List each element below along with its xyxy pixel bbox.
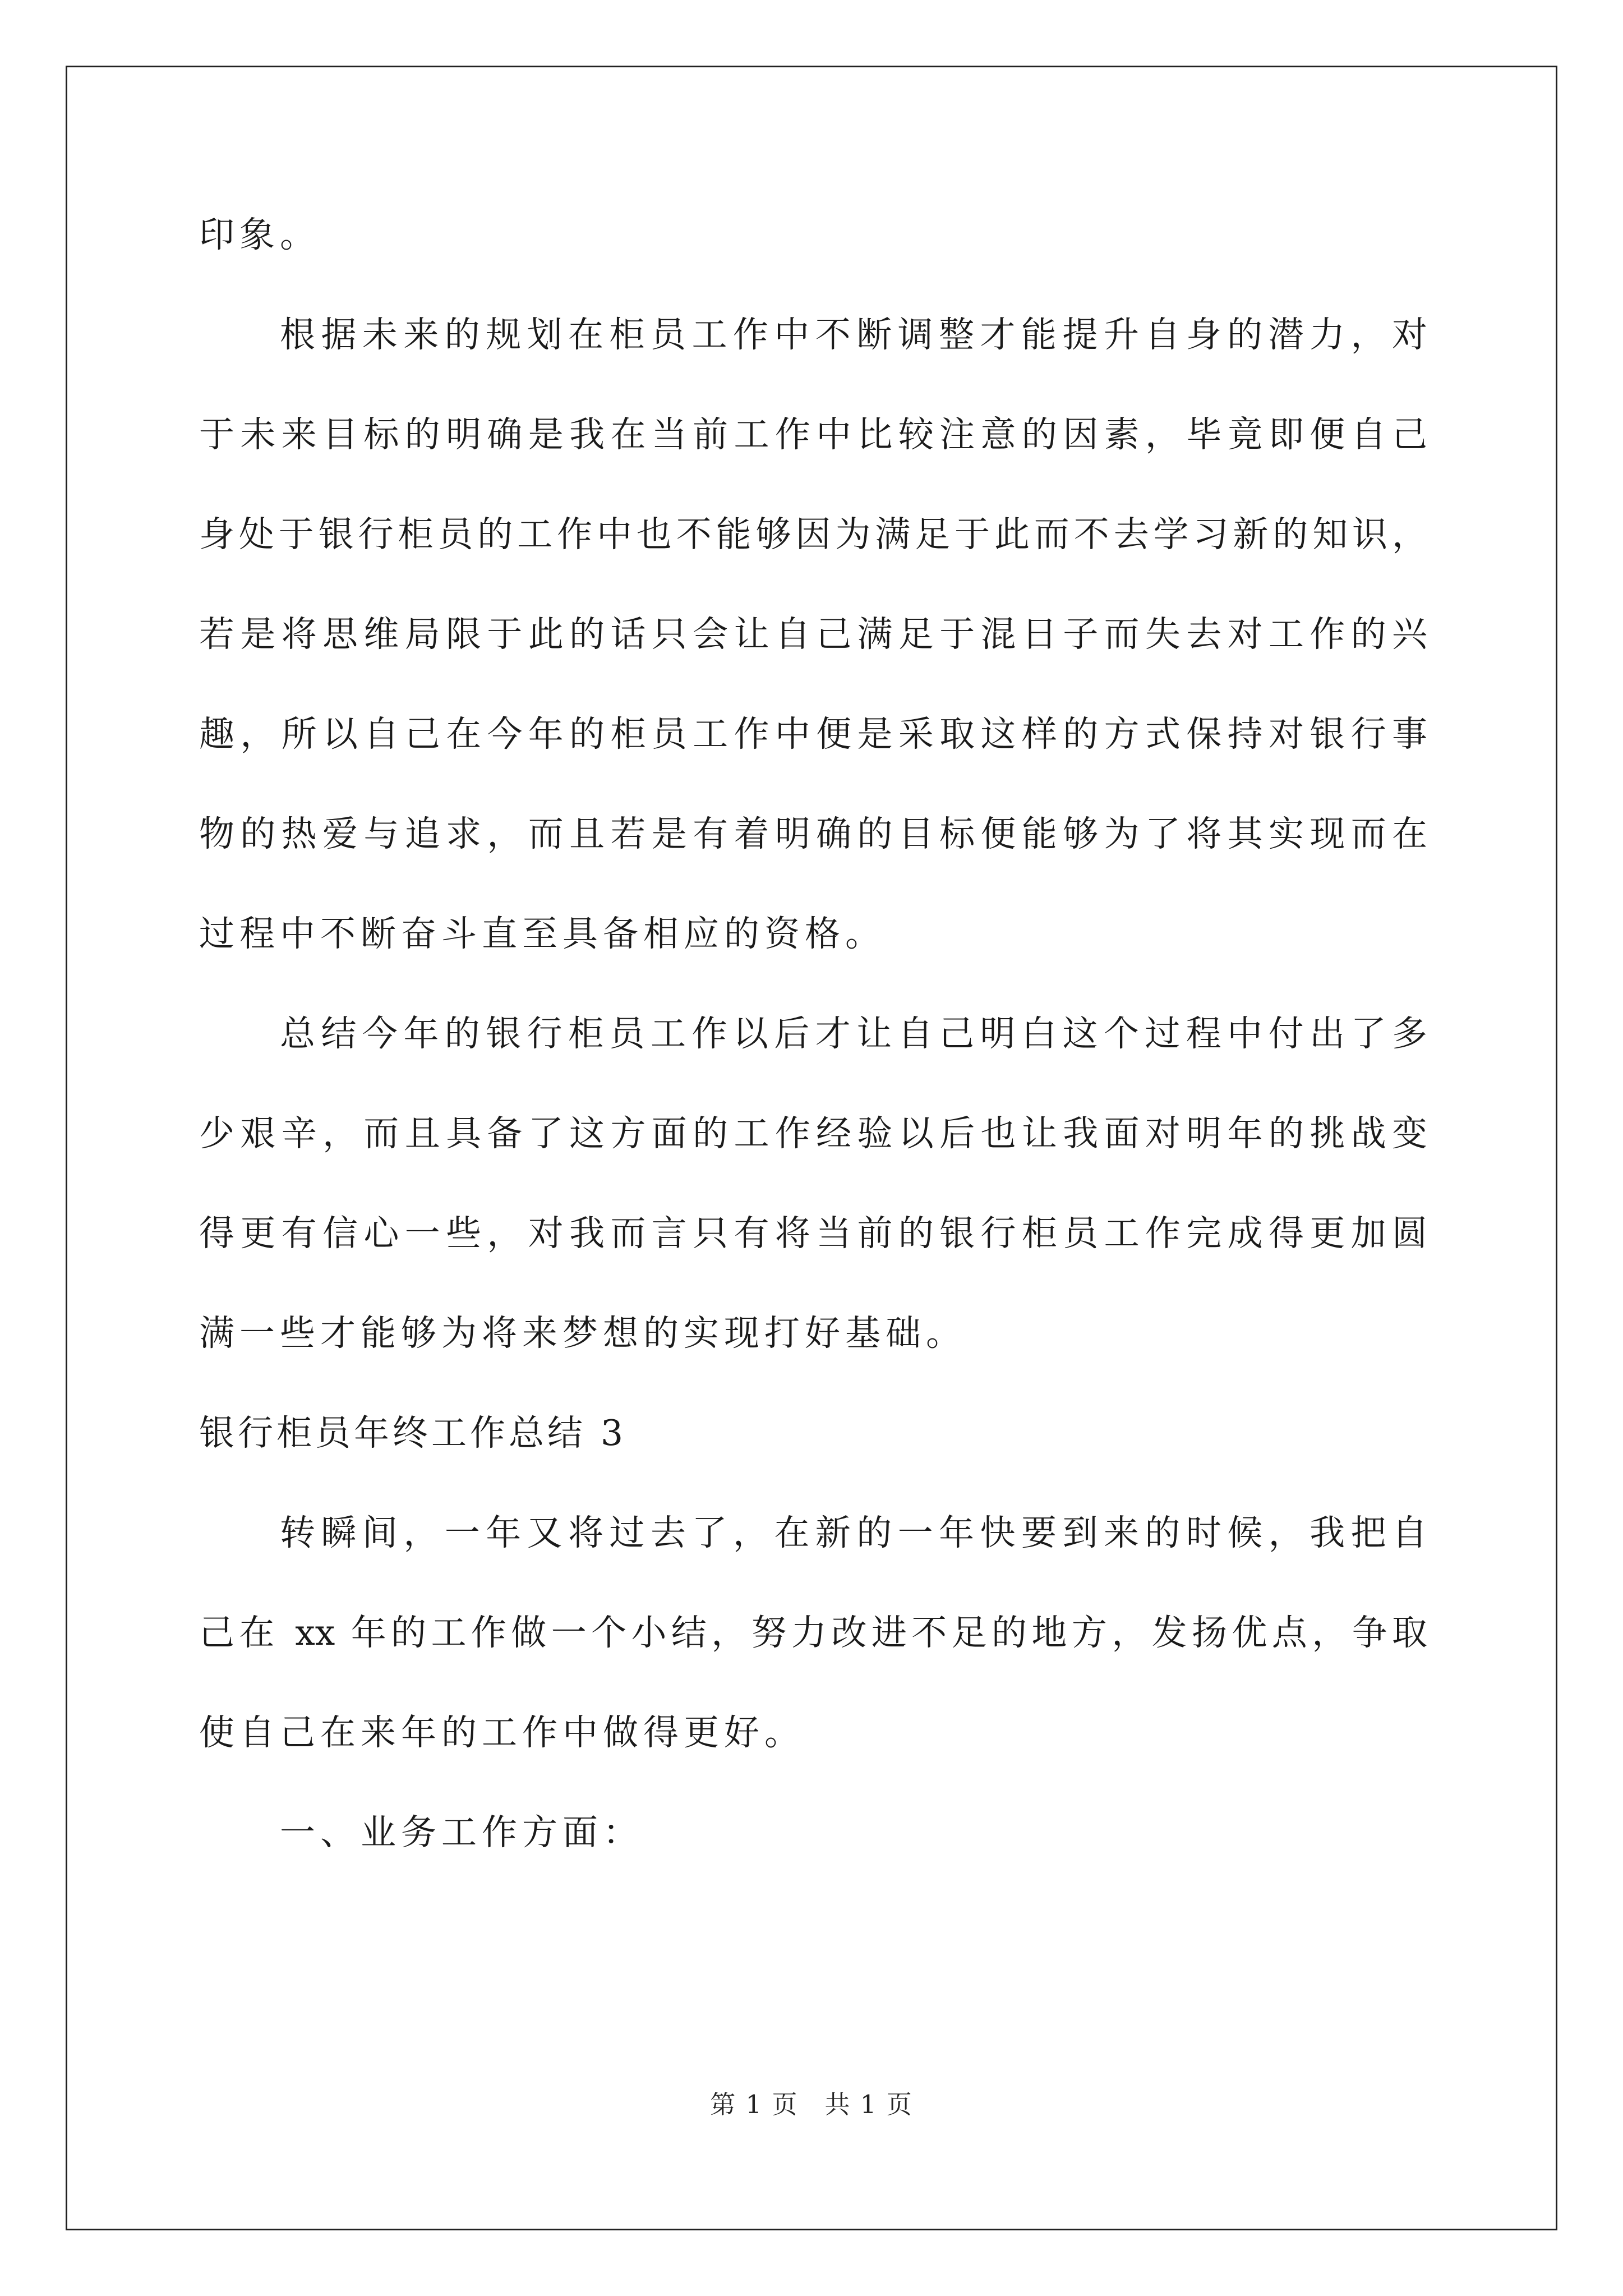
paragraph-1-line-2: 于未来目标的明确是我在当前工作中比较注意的因素，毕竟即便自己	[199, 414, 1427, 455]
text-line-1: 印象。	[199, 214, 320, 255]
paragraph-1-line-7: 过程中不断奋斗直至具备相应的资格。	[199, 913, 886, 954]
paragraph-1-line-4: 若是将思维局限于此的话只会让自己满足于混日子而失去对工作的兴	[199, 614, 1427, 655]
subsection-heading: 一、业务工作方面：	[280, 1812, 643, 1853]
paragraph-2-line-3: 得更有信心一些，对我而言只有将当前的银行柜员工作完成得更加圆	[199, 1213, 1427, 1254]
paragraph-3-line-1: 转瞬间，一年又将过去了，在新的一年快要到来的时候，我把自	[280, 1512, 1427, 1553]
paragraph-1-line-3: 身处于银行柜员的工作中也不能够因为满足于此而不去学习新的知识，	[199, 514, 1427, 555]
page-number-footer: 第 1 页 共 1 页	[710, 2090, 913, 2119]
paragraph-2-line-4: 满一些才能够为将来梦想的实现打好基础。	[199, 1313, 966, 1354]
paragraph-3-line-2: 己在 xx 年的工作做一个小结，努力改进不足的地方，发扬优点，争取	[199, 1612, 1427, 1653]
document-body	[199, 185, 1427, 1883]
paragraph-2-line-1: 总结今年的银行柜员工作以后才让自己明白这个过程中付出了多	[280, 1013, 1427, 1054]
paragraph-1-line-6: 物的热爱与追求，而且若是有着明确的目标便能够为了将其实现而在	[199, 813, 1427, 854]
paragraph-1-line-1: 根据未来的规划在柜员工作中不断调整才能提升自身的潜力，对	[280, 314, 1427, 355]
section-heading: 银行柜员年终工作总结 3	[199, 1412, 627, 1453]
paragraph-2-line-2: 少艰辛，而且具备了这方面的工作经验以后也让我面对明年的挑战变	[199, 1113, 1427, 1154]
paragraph-1-line-5: 趣，所以自己在今年的柜员工作中便是采取这样的方式保持对银行事	[199, 714, 1427, 754]
paragraph-3-line-3: 使自己在来年的工作中做得更好。	[199, 1712, 805, 1753]
